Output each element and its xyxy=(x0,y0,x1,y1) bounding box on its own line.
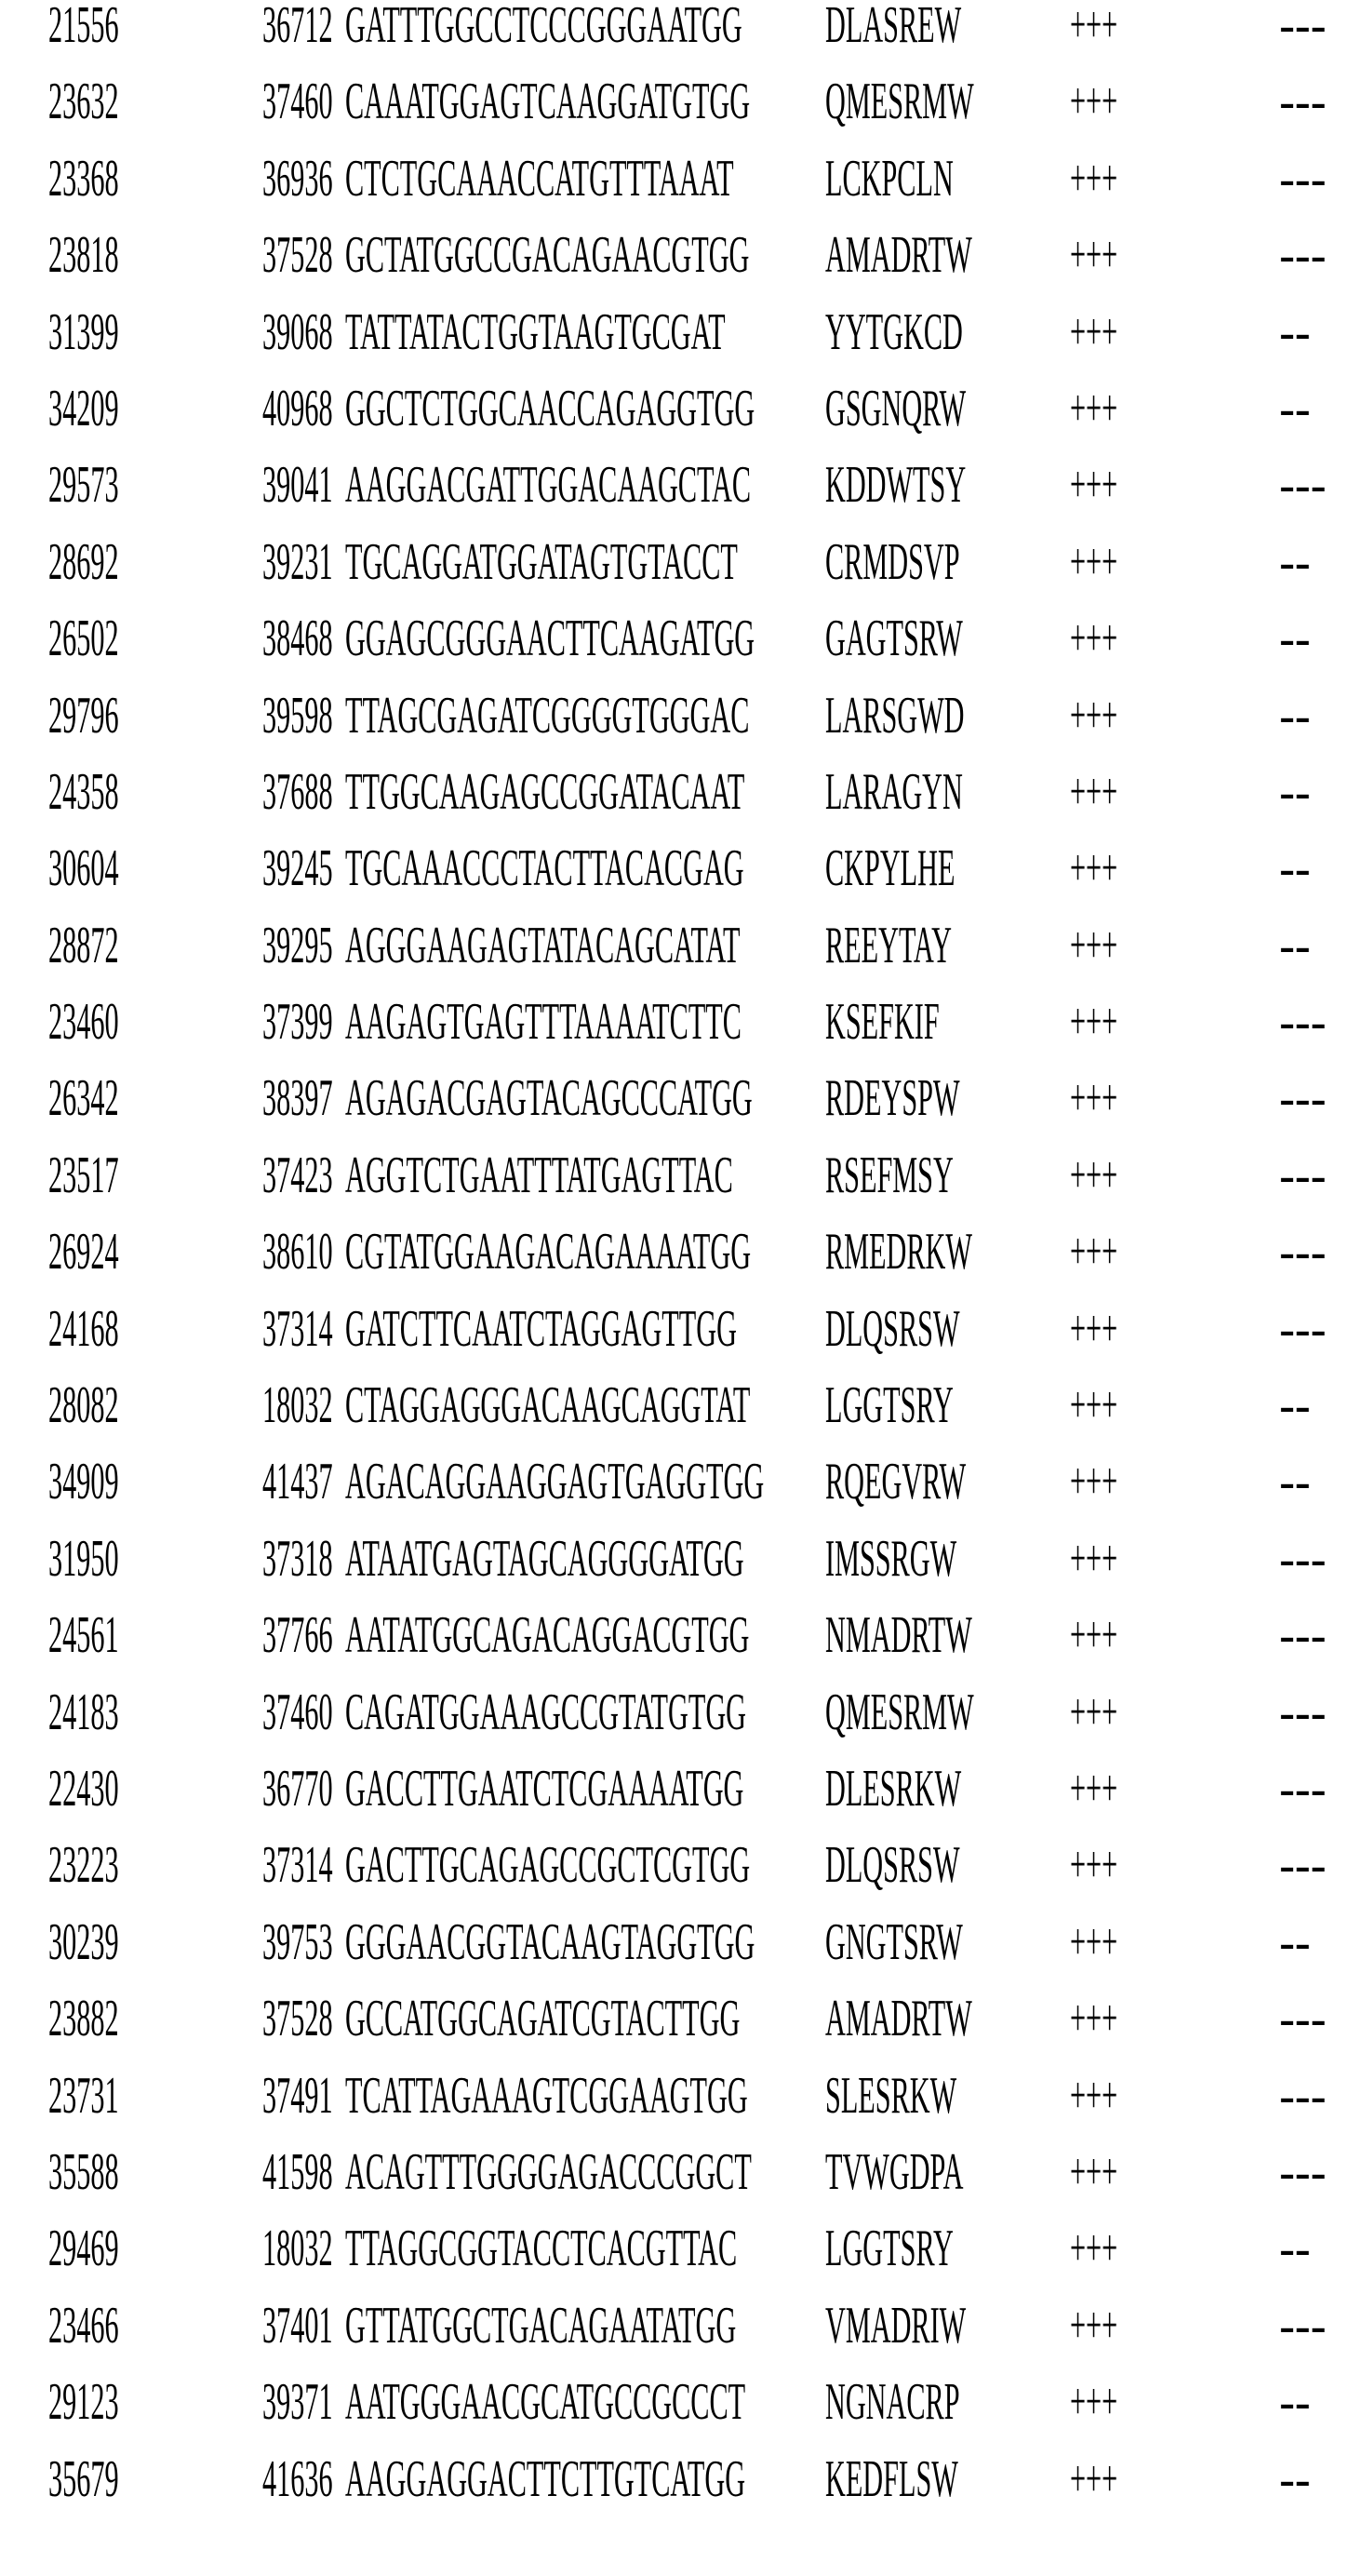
positive-score: +++ xyxy=(1070,1214,1117,1290)
position: 37399 xyxy=(262,984,333,1060)
negative-score: --- xyxy=(1279,1597,1326,1673)
negative-score: --- xyxy=(1279,2058,1326,2134)
position: 38468 xyxy=(262,600,333,677)
peptide-sequence: GAGTSRW xyxy=(825,600,963,677)
peptide-sequence: CKPYLHE xyxy=(825,830,955,906)
positive-score: +++ xyxy=(1070,1827,1117,1903)
clone-id: 28082 xyxy=(48,1367,119,1443)
clone-id: 30604 xyxy=(48,830,119,906)
position: 41598 xyxy=(262,2134,333,2210)
dna-sequence: CTAGGAGGGACAAGCAGGTAT xyxy=(345,1367,750,1443)
position: 39068 xyxy=(262,294,333,370)
positive-score: +++ xyxy=(1070,524,1117,600)
peptide-sequence: DLASREW xyxy=(825,0,961,63)
position: 39371 xyxy=(262,2364,333,2440)
dna-sequence: TCATTAGAAAGTCGGAAGTGG xyxy=(345,2058,748,2134)
positive-score: +++ xyxy=(1070,2134,1117,2210)
position: 39231 xyxy=(262,524,333,600)
dna-sequence: CTCTGCAAACCATGTTTAAAT xyxy=(345,141,734,217)
dna-sequence: AAGAGTGAGTTTAAAATCTTC xyxy=(345,984,742,1060)
positive-score: +++ xyxy=(1070,1904,1117,1980)
positive-score: +++ xyxy=(1070,294,1117,370)
negative-score: --- xyxy=(1279,447,1326,523)
clone-id: 23368 xyxy=(48,141,119,217)
clone-id: 23466 xyxy=(48,2288,119,2364)
positive-score: +++ xyxy=(1070,2364,1117,2440)
peptide-sequence: RMEDRKW xyxy=(825,1214,972,1290)
peptide-sequence: GNGTSRW xyxy=(825,1904,963,1980)
dna-sequence: TTAGGCGGTACCTCACGTTAC xyxy=(345,2210,737,2287)
positive-score: +++ xyxy=(1070,447,1117,523)
peptide-sequence: RQEGVRW xyxy=(825,1443,966,1520)
positive-score: +++ xyxy=(1070,63,1117,140)
dna-sequence: GGGAACGGTACAAGTAGGTGG xyxy=(345,1904,755,1980)
clone-id: 23460 xyxy=(48,984,119,1060)
clone-id: 29469 xyxy=(48,2210,119,2287)
negative-score: -- xyxy=(1279,294,1311,370)
dna-sequence: GACCTTGAATCTCGAAAATGG xyxy=(345,1751,743,1827)
dna-sequence: AGGGAAGAGTATACAGCATAT xyxy=(345,907,740,984)
negative-score: --- xyxy=(1279,1980,1326,2057)
negative-score: --- xyxy=(1279,984,1326,1060)
negative-score: -- xyxy=(1279,678,1311,754)
positive-score: +++ xyxy=(1070,2210,1117,2287)
negative-score: --- xyxy=(1279,217,1326,293)
position: 37528 xyxy=(262,1980,333,2057)
negative-score: --- xyxy=(1279,1751,1326,1827)
dna-sequence: AAGGAGGACTTCTTGTCATGG xyxy=(345,2441,745,2517)
positive-score: +++ xyxy=(1070,678,1117,754)
position: 37318 xyxy=(262,1521,333,1597)
positive-score: +++ xyxy=(1070,1291,1117,1367)
negative-score: -- xyxy=(1279,600,1311,677)
dna-sequence: AATATGGCAGACAGGACGTGG xyxy=(345,1597,749,1673)
negative-score: --- xyxy=(1279,1291,1326,1367)
position: 38610 xyxy=(262,1214,333,1290)
negative-score: -- xyxy=(1279,2441,1311,2517)
dna-sequence: TTGGCAAGAGCCGGATACAAT xyxy=(345,754,744,830)
peptide-sequence: VMADRIW xyxy=(825,2288,966,2364)
negative-score: --- xyxy=(1279,1060,1326,1136)
negative-score: --- xyxy=(1279,63,1326,140)
position: 39753 xyxy=(262,1904,333,1980)
peptide-sequence: NMADRTW xyxy=(825,1597,972,1673)
positive-score: +++ xyxy=(1070,1980,1117,2057)
peptide-sequence: YYTGKCD xyxy=(825,294,963,370)
clone-id: 34209 xyxy=(48,370,119,447)
positive-score: +++ xyxy=(1070,217,1117,293)
position: 37314 xyxy=(262,1827,333,1903)
peptide-sequence: DLESRKW xyxy=(825,1751,961,1827)
negative-score: -- xyxy=(1279,754,1311,830)
peptide-sequence: KSEFKIF xyxy=(825,984,940,1060)
position: 37314 xyxy=(262,1291,333,1367)
negative-score: -- xyxy=(1279,1367,1311,1443)
negative-score: --- xyxy=(1279,2288,1326,2364)
dna-sequence: GACTTGCAGAGCCGCTCGTGG xyxy=(345,1827,750,1903)
position: 37460 xyxy=(262,63,333,140)
dna-sequence: AAGGACGATTGGACAAGCTAC xyxy=(345,447,751,523)
dna-sequence: TTAGCGAGATCGGGGTGGGAC xyxy=(345,678,749,754)
clone-id: 29796 xyxy=(48,678,119,754)
positive-score: +++ xyxy=(1070,0,1117,63)
peptide-sequence: TVWGDPA xyxy=(825,2134,963,2210)
clone-id: 23517 xyxy=(48,1137,119,1214)
clone-id: 23223 xyxy=(48,1827,119,1903)
clone-id: 24168 xyxy=(48,1291,119,1367)
position: 38397 xyxy=(262,1060,333,1136)
peptide-sequence: LGGTSRY xyxy=(825,1367,954,1443)
peptide-sequence: RSEFMSY xyxy=(825,1137,954,1214)
clone-id: 26342 xyxy=(48,1060,119,1136)
clone-id: 26924 xyxy=(48,1214,119,1290)
negative-score: --- xyxy=(1279,141,1326,217)
peptide-sequence: LARAGYN xyxy=(825,754,963,830)
dna-sequence: GGCTCTGGCAACCAGAGGTGG xyxy=(345,370,755,447)
clone-id: 24183 xyxy=(48,1674,119,1751)
position: 37491 xyxy=(262,2058,333,2134)
negative-score: --- xyxy=(1279,1827,1326,1903)
negative-score: -- xyxy=(1279,524,1311,600)
dna-sequence: GATCTTCAATCTAGGAGTTGG xyxy=(345,1291,737,1367)
negative-score: --- xyxy=(1279,1521,1326,1597)
dna-sequence: GCCATGGCAGATCGTACTTGG xyxy=(345,1980,740,2057)
negative-score: --- xyxy=(1279,1214,1326,1290)
negative-score: -- xyxy=(1279,370,1311,447)
peptide-sequence: REEYTAY xyxy=(825,907,952,984)
peptide-sequence: NGNACRP xyxy=(825,2364,960,2440)
position: 37528 xyxy=(262,217,333,293)
clone-id: 29573 xyxy=(48,447,119,523)
dna-sequence: AGAGACGAGTACAGCCCATGG xyxy=(345,1060,753,1136)
clone-id: 35679 xyxy=(48,2441,119,2517)
position: 18032 xyxy=(262,2210,333,2287)
table-row xyxy=(0,2478,1363,2555)
positive-score: +++ xyxy=(1070,907,1117,984)
clone-id: 23818 xyxy=(48,217,119,293)
positive-score: +++ xyxy=(1070,1597,1117,1673)
peptide-sequence: LGGTSRY xyxy=(825,2210,954,2287)
dna-sequence: TATTATACTGGTAAGTGCGAT xyxy=(345,294,726,370)
clone-id: 30239 xyxy=(48,1904,119,1980)
positive-score: +++ xyxy=(1070,1137,1117,1214)
negative-score: --- xyxy=(1279,0,1326,63)
clone-id: 22430 xyxy=(48,1751,119,1827)
peptide-sequence: RDEYSPW xyxy=(825,1060,960,1136)
peptide-sequence: GSGNQRW xyxy=(825,370,966,447)
dna-sequence: AGGTCTGAATTTATGAGTTAC xyxy=(345,1137,733,1214)
peptide-sequence: CRMDSVP xyxy=(825,524,960,600)
clone-id: 34909 xyxy=(48,1443,119,1520)
negative-score: -- xyxy=(1279,2364,1311,2440)
position: 40968 xyxy=(262,370,333,447)
positive-score: +++ xyxy=(1070,830,1117,906)
positive-score: +++ xyxy=(1070,141,1117,217)
negative-score: -- xyxy=(1279,907,1311,984)
negative-score: -- xyxy=(1279,2210,1311,2287)
peptide-sequence: LARSGWD xyxy=(825,678,965,754)
peptide-sequence: AMADRTW xyxy=(825,1980,972,2057)
dna-sequence: AGACAGGAAGGAGTGAGGTGG xyxy=(345,1443,764,1520)
positive-score: +++ xyxy=(1070,370,1117,447)
clone-id: 26502 xyxy=(48,600,119,677)
positive-score: +++ xyxy=(1070,2441,1117,2517)
peptide-sequence: AMADRTW xyxy=(825,217,972,293)
dna-sequence: GATTTGGCCTCCCGGGAATGG xyxy=(345,0,742,63)
position: 39295 xyxy=(262,907,333,984)
dna-sequence: CAAATGGAGTCAAGGATGTGG xyxy=(345,63,750,140)
position: 36712 xyxy=(262,0,333,63)
position: 36936 xyxy=(262,141,333,217)
clone-id: 31950 xyxy=(48,1521,119,1597)
dna-sequence: AATGGGAACGCATGCCGCCCT xyxy=(345,2364,745,2440)
sequence-table xyxy=(0,24,1363,2555)
dna-sequence: CAGATGGAAAGCCGTATGTGG xyxy=(345,1674,746,1751)
negative-score: -- xyxy=(1279,1443,1311,1520)
dna-sequence: TGCAGGATGGATAGTGTACCT xyxy=(345,524,738,600)
positive-score: +++ xyxy=(1070,2288,1117,2364)
clone-id: 35588 xyxy=(48,2134,119,2210)
position: 39598 xyxy=(262,678,333,754)
position: 41636 xyxy=(262,2441,333,2517)
positive-score: +++ xyxy=(1070,2058,1117,2134)
peptide-sequence: DLQSRSW xyxy=(825,1827,960,1903)
position: 37401 xyxy=(262,2288,333,2364)
clone-id: 28872 xyxy=(48,907,119,984)
clone-id: 31399 xyxy=(48,294,119,370)
dna-sequence: ACAGTTTGGGGAGACCCGGCT xyxy=(345,2134,752,2210)
clone-id: 21556 xyxy=(48,0,119,63)
positive-score: +++ xyxy=(1070,1751,1117,1827)
position: 37460 xyxy=(262,1674,333,1751)
position: 39041 xyxy=(262,447,333,523)
position: 37423 xyxy=(262,1137,333,1214)
positive-score: +++ xyxy=(1070,600,1117,677)
clone-id: 23882 xyxy=(48,1980,119,2057)
peptide-sequence: LCKPCLN xyxy=(825,141,954,217)
positive-score: +++ xyxy=(1070,1674,1117,1751)
negative-score: --- xyxy=(1279,1137,1326,1214)
negative-score: --- xyxy=(1279,1674,1326,1751)
peptide-sequence: SLESRKW xyxy=(825,2058,956,2134)
position: 39245 xyxy=(262,830,333,906)
positive-score: +++ xyxy=(1070,1367,1117,1443)
clone-id: 28692 xyxy=(48,524,119,600)
dna-sequence: GTTATGGCTGACAGAATATGG xyxy=(345,2288,736,2364)
negative-score: -- xyxy=(1279,1904,1311,1980)
peptide-sequence: QMESRMW xyxy=(825,1674,974,1751)
dna-sequence: TGCAAACCCTACTTACACGAG xyxy=(345,830,744,906)
clone-id: 24561 xyxy=(48,1597,119,1673)
positive-score: +++ xyxy=(1070,1521,1117,1597)
position: 41437 xyxy=(262,1443,333,1520)
position: 36770 xyxy=(262,1751,333,1827)
positive-score: +++ xyxy=(1070,754,1117,830)
peptide-sequence: IMSSRGW xyxy=(825,1521,956,1597)
position: 37766 xyxy=(262,1597,333,1673)
clone-id: 23731 xyxy=(48,2058,119,2134)
positive-score: +++ xyxy=(1070,1443,1117,1520)
clone-id: 24358 xyxy=(48,754,119,830)
peptide-sequence: KDDWTSY xyxy=(825,447,966,523)
clone-id: 23632 xyxy=(48,63,119,140)
peptide-sequence: DLQSRSW xyxy=(825,1291,960,1367)
peptide-sequence: KEDFLSW xyxy=(825,2441,958,2517)
position: 18032 xyxy=(262,1367,333,1443)
dna-sequence: GCTATGGCCGACAGAACGTGG xyxy=(345,217,749,293)
position: 37688 xyxy=(262,754,333,830)
dna-sequence: ATAATGAGTAGCAGGGGATGG xyxy=(345,1521,744,1597)
negative-score: -- xyxy=(1279,830,1311,906)
dna-sequence: GGAGCGGGAACTTCAAGATGG xyxy=(345,600,755,677)
dna-sequence: CGTATGGAAGACAGAAAATGG xyxy=(345,1214,751,1290)
positive-score: +++ xyxy=(1070,984,1117,1060)
negative-score: --- xyxy=(1279,2134,1326,2210)
positive-score: +++ xyxy=(1070,1060,1117,1136)
clone-id: 29123 xyxy=(48,2364,119,2440)
peptide-sequence: QMESRMW xyxy=(825,63,974,140)
